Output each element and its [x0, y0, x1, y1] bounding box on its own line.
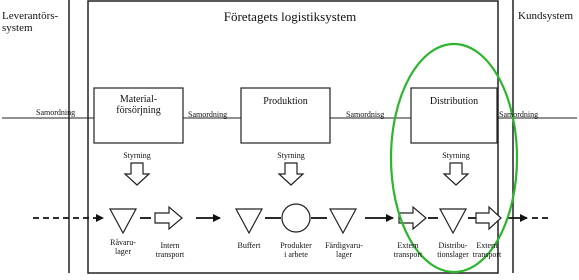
production-box-label: Produktion — [263, 96, 308, 107]
control-arrow-distribution — [444, 163, 468, 185]
control-label-material: Styrning — [123, 151, 151, 160]
control-label-production: Styrning — [277, 151, 305, 160]
customer-system-label: Kundsystem — [518, 10, 573, 22]
internal-transport-symbol — [155, 207, 182, 229]
external-transport-label-1: Extern transport — [393, 241, 423, 259]
coordination-label-1: Samordning — [36, 108, 76, 117]
buffer-symbol — [236, 209, 262, 233]
coordination-label-2: Samordning — [188, 110, 228, 119]
control-arrow-production — [279, 163, 303, 185]
control-arrow-material — [125, 163, 149, 185]
material-box-label: Material- försörjning — [116, 94, 161, 116]
raw-material-storage-symbol — [110, 209, 136, 233]
external-transport-label-2: Extern transport — [472, 241, 502, 259]
finished-goods-storage-label: Färdigvaru- lager — [325, 241, 363, 259]
internal-transport-label: Intern transport — [155, 241, 185, 259]
distribution-storage-label: Distribu- tionslager — [437, 241, 469, 259]
finished-goods-storage-symbol — [330, 209, 356, 233]
buffer-label: Buffert — [237, 241, 261, 250]
raw-material-storage-label: Råvaru- lager — [110, 238, 136, 256]
supplier-system-label: Leverantörs- system — [2, 10, 59, 34]
work-in-process-label: Produkter i arbete — [280, 241, 312, 259]
work-in-process-symbol — [282, 204, 310, 232]
company-system-title: Företagets logistiksystem — [223, 9, 357, 24]
control-label-distribution: Styrning — [442, 151, 470, 160]
coordination-label-3: Samordnisg — [346, 110, 385, 119]
coordination-label-4: Samordning — [499, 110, 539, 119]
distribution-box-label: Distribution — [429, 96, 479, 107]
distribution-storage-symbol — [440, 209, 466, 233]
